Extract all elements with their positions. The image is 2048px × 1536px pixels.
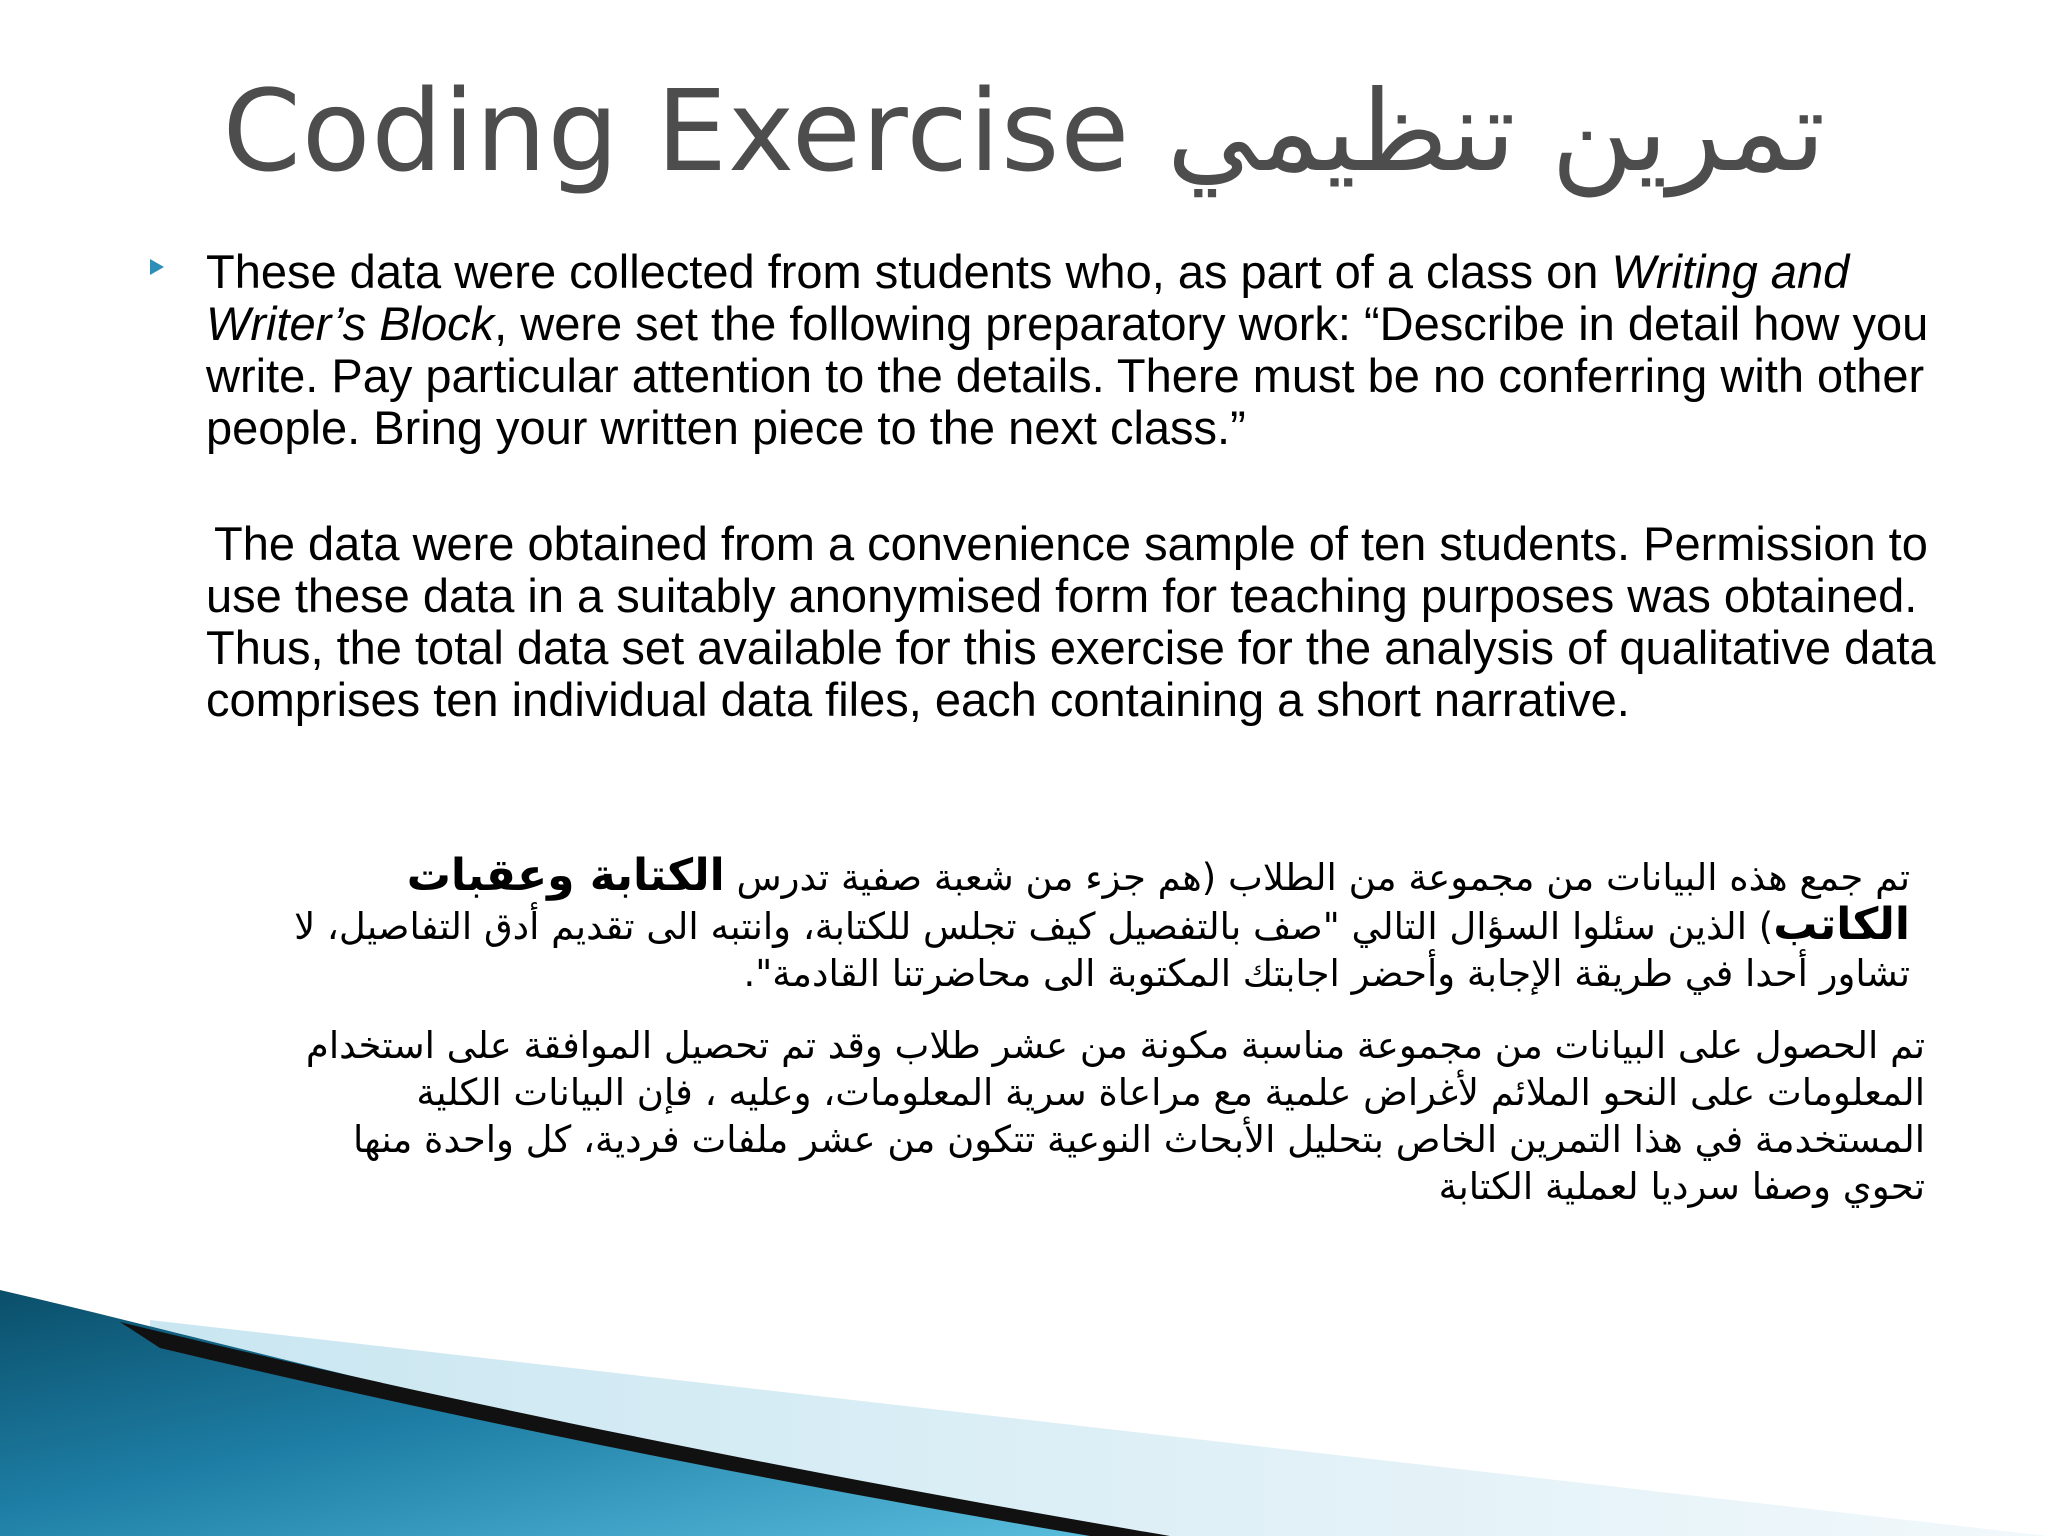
paragraph-1-rest: , were set the following preparatory work: “Describe in detail how you write. Pay particular attention to the details. There must be no conferring with other people. Bring your written piece to the next class.” [206,297,1929,454]
arabic-paragraph-1-intro: تم جمع هذه البيانات من مجموعة من الطلاب (هم جزء من شعبة صفية تدرس [724,856,1910,899]
paragraph-2-text: The data were obtained from a convenience sample of ten students. Permission to use these data in a suitably anonymised form for teaching purposes was obtained. Thus, the total data set available for this exercise for the analysis of qualitative data comprises ten individual data files, each containing a short narrative. [206,517,1936,726]
triangle-bullet-icon [150,259,164,275]
arabic-paragraph-2: تم الحصول على البيانات من مجموعة مناسبة مكونة من عشر طلاب وقد تم تحصيل الموافقة على استخدام المعلومات على النحو الملائم لأغراض علمية مع مراعاة سرية المعلومات، وعليه ، فإن البيانات الكلية المستخدمة في هذا التمرين الخاص بتحليل الأبحاث النوعية تتكون من عشر ملفات فردية، كل واحدة منها تحوي وصفا سرديا لعملية الكتابة [305,1024,1925,1208]
arabic-class-name-bold: الكتابة وعقبات الكاتب [406,850,1910,950]
class-name-italic: Writing and Writer’s Block [206,245,1850,350]
slide-title: Coding Exercise تمرين تنظيمي [222,67,1826,197]
english-paragraph-1 [206,246,1946,454]
arabic-paragraph-1 [270,852,1910,997]
arabic-paragraph-1-rest: ) الذين سئلوا السؤال التالي "صف بالتفصيل كيف تجلس للكتابة، وانتبه الى تقديم أدق التفاصيل، لا تشاور أحدا في طريقة الإجابة وأحضر اجابتك المكتوبة الى محاضرتنا القادمة". [294,905,1910,995]
paragraph-1-intro: These data were collected from students who, as part of a class on [206,245,1612,298]
english-paragraph-2 [206,518,1946,726]
